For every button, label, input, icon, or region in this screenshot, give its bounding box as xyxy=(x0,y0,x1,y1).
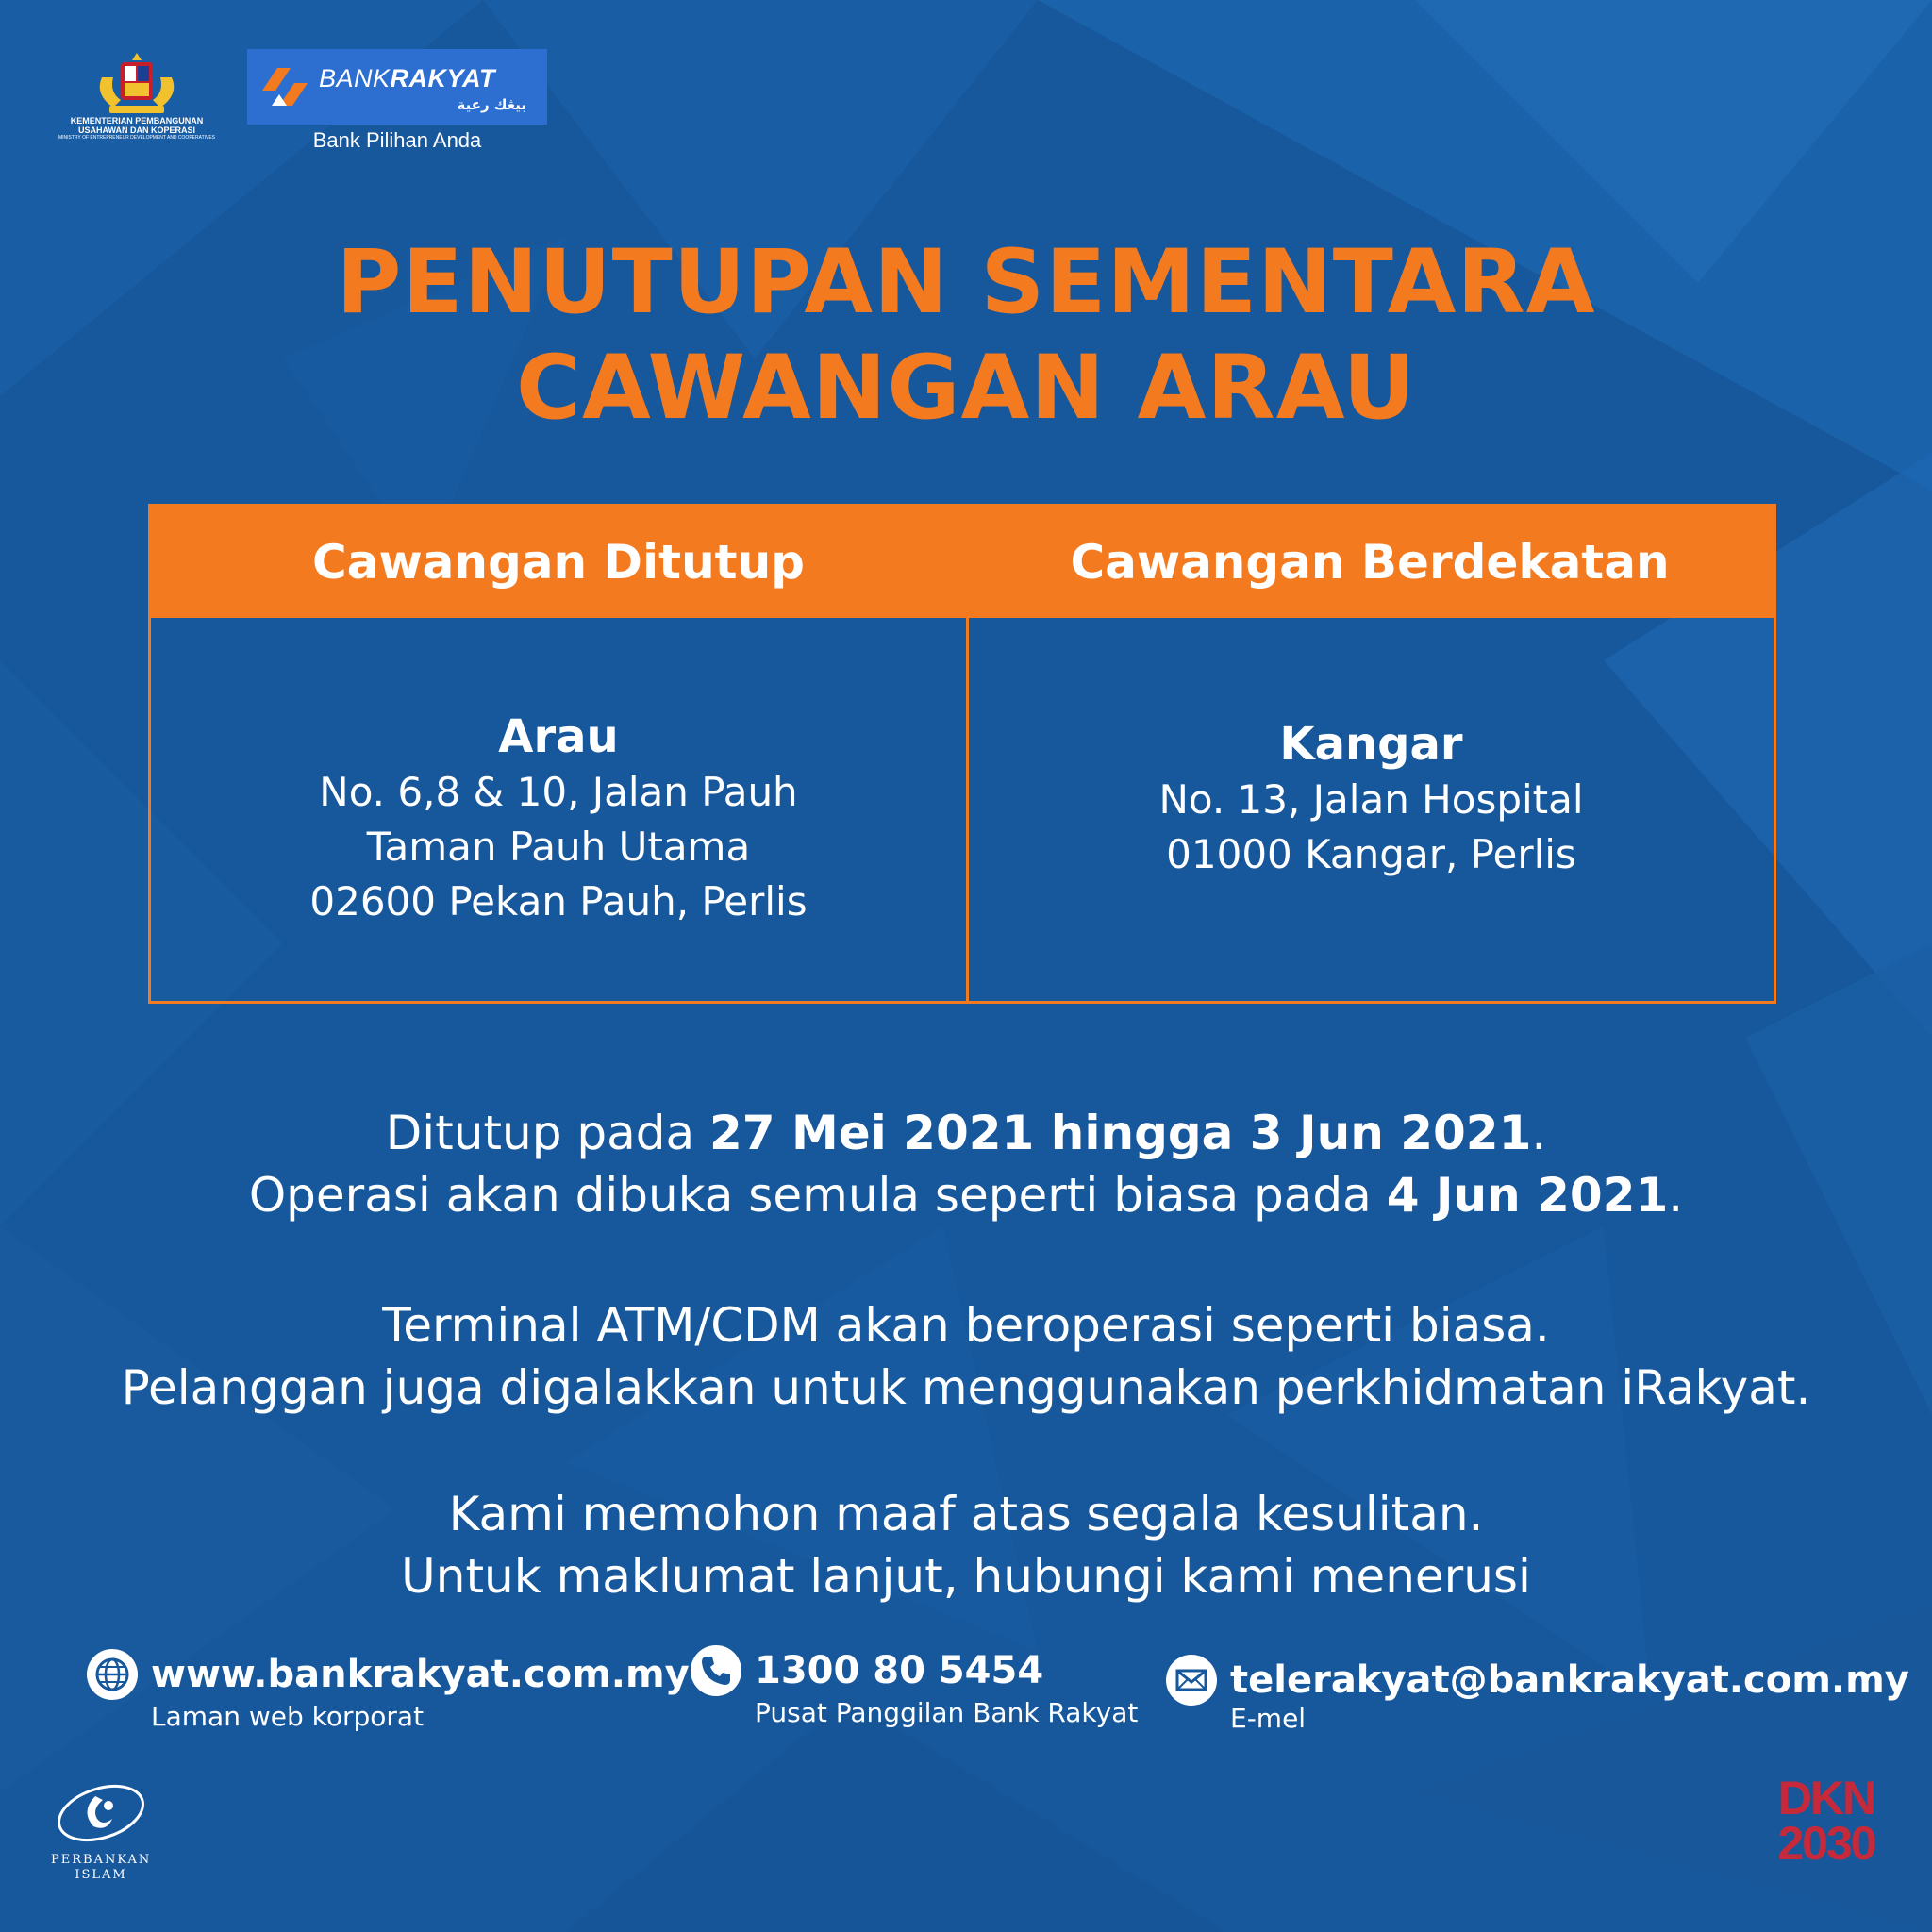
closure-prefix: Ditutup pada xyxy=(385,1106,709,1160)
ministry-name-line1: KEMENTERIAN PEMBANGUNAN xyxy=(70,116,204,125)
service-notice xyxy=(0,1294,1932,1419)
page-title xyxy=(0,230,1932,441)
bank-rakyat-logo xyxy=(247,49,547,125)
atm-notice-line: Terminal ATM/CDM akan beroperasi seperti biasa. xyxy=(382,1298,1550,1353)
reopen-prefix: Operasi akan dibuka semula seperti biasa pada xyxy=(248,1168,1387,1223)
globe-icon xyxy=(87,1649,138,1700)
reopen-line xyxy=(0,1164,1932,1226)
closed-branch-address-line: No. 6,8 & 10, Jalan Pauh xyxy=(319,769,798,815)
closure-suffix: . xyxy=(1531,1106,1547,1160)
wordmark-rakyat: RAKYAT xyxy=(390,64,496,92)
closure-dates: 27 Mei 2021 hingga 3 Jun 2021 xyxy=(708,1106,1532,1160)
contact-intro-line: Untuk maklumat lanjut, hubungi kami menerusi xyxy=(401,1549,1531,1604)
phone-label: Pusat Panggilan Bank Rakyat xyxy=(755,1697,1139,1728)
closed-branch-name: Arau xyxy=(498,710,619,763)
reopen-date: 4 Jun 2021 xyxy=(1386,1168,1669,1223)
closed-branch-address-line: Taman Pauh Utama xyxy=(366,824,751,870)
nearby-branch-address-line: No. 13, Jalan Hospital xyxy=(1158,776,1584,823)
closure-notice xyxy=(0,1102,1932,1226)
header-closed-branch: Cawangan Ditutup xyxy=(312,535,805,590)
email-label: E-mel xyxy=(1230,1703,1307,1734)
dkn-2030-logo xyxy=(1770,1772,1883,1879)
bank-rakyat-jawi: بيڠك رعية xyxy=(457,96,526,113)
dkn-line1: DKN xyxy=(1777,1772,1875,1824)
ministry-name-english: MINISTRY OF ENTREPRENEUR DEVELOPMENT AND COOPERATIVES xyxy=(58,134,216,141)
phone-number-link[interactable]: 1300 80 5454 xyxy=(755,1649,1044,1692)
website-url-link[interactable]: www.bankrakyat.com.my xyxy=(151,1653,690,1696)
mail-icon xyxy=(1166,1655,1217,1706)
dkn-line2: 2030 xyxy=(1777,1817,1875,1870)
phone-icon xyxy=(691,1645,741,1696)
reopen-suffix: . xyxy=(1668,1168,1684,1223)
title-line2: CAWANGAN ARAU xyxy=(515,337,1416,440)
ministry-name-line2: USAHAWAN DAN KOPERASI xyxy=(77,125,195,135)
apology-notice xyxy=(0,1483,1932,1607)
closed-branch-address-line: 02600 Pekan Pauh, Perlis xyxy=(309,878,808,924)
email-address-link[interactable]: telerakyat@bankrakyat.com.my xyxy=(1230,1658,1909,1702)
ministry-logo xyxy=(47,49,226,155)
bank-rakyat-emblem-icon xyxy=(258,62,311,111)
branch-table xyxy=(148,504,1776,1004)
islamic-banking-logo xyxy=(51,1774,151,1887)
irakyat-notice-line: Pelanggan juga digalakkan untuk menggunakan perkhidmatan iRakyat. xyxy=(121,1360,1811,1415)
apology-line: Kami memohon maaf atas segala kesulitan. xyxy=(448,1487,1484,1541)
nearby-branch-cell xyxy=(969,618,1774,1001)
table-header xyxy=(151,507,1774,618)
nearby-branch-name: Kangar xyxy=(1279,718,1463,771)
bank-tagline: Bank Pilihan Anda xyxy=(312,128,482,152)
website-label: Laman web korporat xyxy=(151,1701,425,1732)
header-nearby-branch: Cawangan Berdekatan xyxy=(1070,535,1670,590)
nearby-branch-address-line: 01000 Kangar, Perlis xyxy=(1166,831,1576,877)
bank-rakyat-wordmark xyxy=(319,64,495,93)
coat-of-arms-icon xyxy=(85,49,189,117)
closed-branch-cell xyxy=(151,618,966,1001)
wordmark-bank: BANK xyxy=(319,64,391,92)
closure-dates-line xyxy=(0,1102,1932,1164)
islamic-banking-label: PERBANKAN ISLAM xyxy=(51,1853,152,1882)
islamic-banking-emblem-icon xyxy=(54,1774,148,1849)
title-line1: PENUTUPAN SEMENTARA xyxy=(336,231,1596,334)
